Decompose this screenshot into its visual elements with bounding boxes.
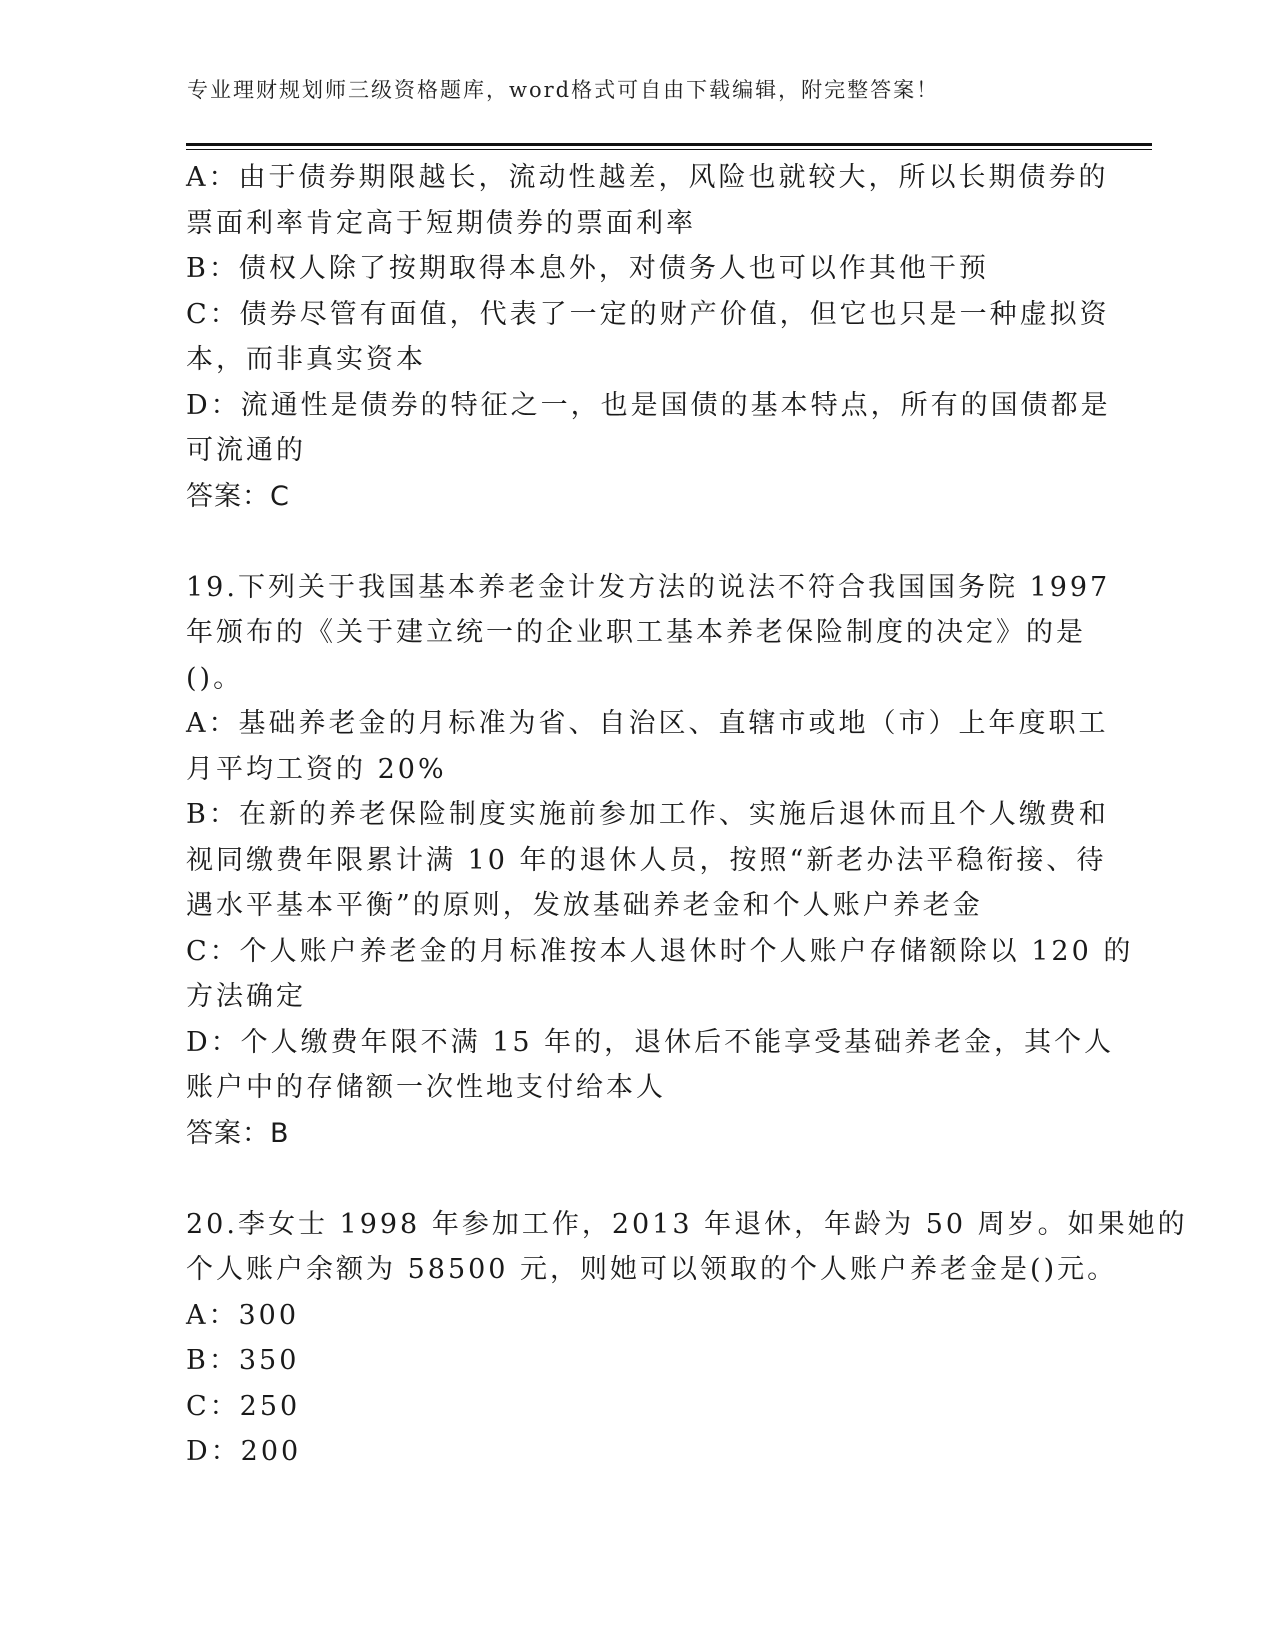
q20-option-a: A：300 (186, 1299, 300, 1331)
question-spacer (186, 519, 1086, 565)
question-20 (186, 1202, 1188, 1475)
q18-option-d-line-1: D：流通性是债券的特征之一，也是国债的基本特点，所有的国债都是 (186, 389, 1111, 421)
q20-stem-line-2: 个人账户余额为 58500 元，则她可以领取的个人账户养老金是()元。 (186, 1254, 1118, 1285)
q18-option-c-line-1: C：债券尽管有面值，代表了一定的财产价值，但它也只是一种虚拟资 (186, 298, 1110, 330)
q19-stem-line-2: 年颁布的《关于建立统一的企业职工基本养老保险制度的决定》的是 (186, 617, 1086, 648)
question-19 (186, 565, 1134, 1157)
q18-option-a-line-1: A：由于债券期限越长，流动性越差，风险也就较大，所以长期债券的 (186, 162, 1109, 193)
q19-option-d-line-2: 账户中的存储额一次性地支付给本人 (186, 1072, 666, 1103)
q19-option-d-line-1: D：个人缴费年限不满 15 年的，退休后不能享受基础养老金，其个人 (186, 1026, 1115, 1058)
q18-option-b: B：债权人除了按期取得本息外，对债务人也可以作其他干预 (186, 253, 989, 284)
q19-option-c-line-1: C：个人账户养老金的月标准按本人退休时个人账户存储额除以 120 的 (186, 935, 1134, 967)
q20-option-d: D：200 (186, 1436, 302, 1467)
question-18 (186, 155, 1111, 519)
q18-option-d-line-2: 可流通的 (186, 435, 306, 466)
q19-stem-line-1: 19.下列关于我国基本养老金计发方法的说法不符合我国国务院 1997 (186, 571, 1111, 603)
q18-option-c-line-2: 本，而非真实资本 (186, 344, 426, 375)
q20-option-c: C：250 (186, 1390, 301, 1422)
question-spacer (186, 1156, 1086, 1202)
q19-stem-line-3: ()。 (186, 662, 244, 694)
page-header: 专业理财规划师三级资格题库，word格式可自由下载编辑，附完整答案！ (187, 78, 940, 102)
q18-answer: 答案：C (186, 480, 290, 512)
q19-option-b-line-3: 遇水平基本平衡”的原则，发放基础养老金和个人账户养老金 (186, 890, 983, 921)
q19-option-a-line-2: 月平均工资的 20% (186, 753, 447, 785)
document-body (186, 155, 1188, 1475)
q19-answer: 答案：B (186, 1117, 290, 1149)
q19-option-b-line-1: B：在新的养老保险制度实施前参加工作、实施后退休而且个人缴费和 (186, 799, 1109, 830)
q18-option-a-line-2: 票面利率肯定高于短期债券的票面利率 (186, 207, 696, 239)
q19-option-c-line-2: 方法确定 (186, 981, 306, 1012)
header-divider (186, 143, 1152, 146)
q20-option-b: B：350 (186, 1345, 300, 1376)
q19-option-a-line-1: A：基础养老金的月标准为省、自治区、直辖市或地（市）上年度职工 (186, 708, 1109, 739)
q20-stem-line-1: 20.李女士 1998 年参加工作，2013 年退休，年龄为 50 周岁。如果她的 (186, 1208, 1188, 1240)
q19-option-b-line-2: 视同缴费年限累计满 10 年的退休人员，按照“新老办法平稳衔接、待 (186, 844, 1107, 876)
